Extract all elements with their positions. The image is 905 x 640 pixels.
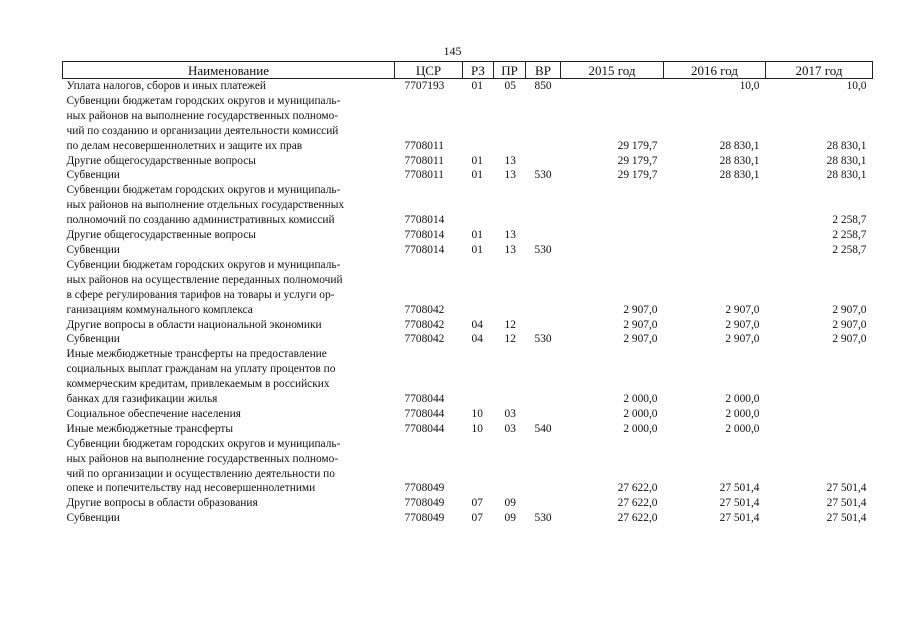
cell-2016 bbox=[664, 109, 766, 124]
cell-csr bbox=[395, 198, 463, 213]
cell-2017: 2 907,0 bbox=[832, 303, 867, 316]
cell-rz: 04 bbox=[471, 318, 483, 331]
cell-csr: 7707193 bbox=[404, 80, 445, 92]
cell-pr bbox=[494, 377, 526, 392]
cell-2016 bbox=[664, 243, 766, 258]
cell-2015: 2 000,0 bbox=[623, 407, 658, 420]
cell-2016 bbox=[664, 362, 766, 377]
cell-2017: 27 501,4 bbox=[826, 497, 867, 510]
cell-2016 bbox=[664, 213, 766, 228]
cell-2016 bbox=[664, 94, 766, 109]
cell-2015: 29 179,7 bbox=[617, 169, 658, 182]
cell-rz bbox=[463, 198, 494, 213]
table-row bbox=[63, 139, 873, 154]
cell-vr bbox=[526, 213, 561, 228]
cell-vr: 530 bbox=[534, 243, 552, 256]
cell-2015 bbox=[561, 258, 664, 273]
cell-pr: 13 bbox=[504, 229, 516, 242]
cell-pr: 09 bbox=[504, 512, 516, 525]
header-csr: ЦСР bbox=[395, 62, 463, 79]
cell-rz: 10 bbox=[471, 422, 483, 435]
cell-name: Субвенции бюджетам городских округов и муниципаль- bbox=[66, 184, 341, 197]
cell-vr bbox=[526, 452, 561, 467]
cell-rz bbox=[463, 437, 494, 452]
cell-csr bbox=[395, 362, 463, 377]
cell-2016 bbox=[664, 228, 766, 243]
header-pr: ПР bbox=[494, 62, 526, 79]
cell-vr bbox=[526, 318, 561, 333]
cell-pr bbox=[494, 213, 526, 228]
cell-name: Субвенции bbox=[66, 243, 120, 256]
cell-pr bbox=[494, 94, 526, 109]
cell-2015 bbox=[561, 273, 664, 288]
cell-vr: 850 bbox=[534, 80, 552, 92]
cell-2017 bbox=[766, 183, 873, 198]
cell-csr: 7708042 bbox=[404, 318, 445, 331]
cell-name: Другие вопросы в области образования bbox=[66, 497, 258, 510]
cell-2015: 2 907,0 bbox=[623, 333, 658, 346]
cell-rz bbox=[463, 347, 494, 362]
cell-vr bbox=[526, 288, 561, 303]
cell-vr bbox=[526, 273, 561, 288]
cell-name: чий по организации и осуществлению деятельности по bbox=[66, 467, 335, 480]
table-row bbox=[63, 124, 873, 139]
cell-vr bbox=[526, 109, 561, 124]
cell-vr bbox=[526, 496, 561, 511]
cell-2015 bbox=[561, 124, 664, 139]
cell-vr bbox=[526, 258, 561, 273]
cell-csr bbox=[395, 288, 463, 303]
cell-pr: 13 bbox=[504, 154, 516, 167]
cell-2016: 28 830,1 bbox=[719, 139, 760, 152]
header-name: Наименование bbox=[63, 62, 395, 79]
header-2015: 2015 год bbox=[561, 62, 664, 79]
cell-2017 bbox=[766, 437, 873, 452]
cell-vr: 530 bbox=[534, 169, 552, 182]
cell-2016: 27 501,4 bbox=[719, 512, 760, 525]
cell-2017 bbox=[766, 198, 873, 213]
cell-2016 bbox=[664, 467, 766, 482]
cell-rz: 01 bbox=[471, 154, 483, 167]
cell-name: чий по созданию и организации деятельности комиссий bbox=[66, 124, 339, 137]
cell-csr bbox=[395, 94, 463, 109]
cell-2016 bbox=[664, 273, 766, 288]
cell-vr bbox=[526, 154, 561, 169]
cell-pr: 03 bbox=[504, 422, 516, 435]
cell-2015: 2 907,0 bbox=[623, 318, 658, 331]
cell-rz bbox=[463, 481, 494, 496]
cell-csr: 7708014 bbox=[404, 243, 445, 256]
cell-pr bbox=[494, 273, 526, 288]
cell-rz bbox=[463, 288, 494, 303]
cell-2017 bbox=[766, 377, 873, 392]
cell-vr bbox=[526, 183, 561, 198]
cell-csr: 7708049 bbox=[404, 482, 445, 495]
cell-2015: 2 907,0 bbox=[623, 303, 658, 316]
cell-2017 bbox=[766, 94, 873, 109]
cell-name: в сфере регулирования тарифов на товары и услуги ор- bbox=[66, 288, 335, 301]
cell-2015 bbox=[561, 213, 664, 228]
cell-pr: 05 bbox=[504, 80, 516, 92]
table-row bbox=[63, 228, 873, 243]
cell-name: коммерческим кредитам, привлекаемым в российских bbox=[66, 378, 330, 391]
cell-rz bbox=[463, 258, 494, 273]
cell-2015 bbox=[561, 362, 664, 377]
page-number: 145 bbox=[443, 44, 462, 58]
table-row bbox=[63, 437, 873, 452]
cell-2017 bbox=[766, 392, 873, 407]
cell-2017 bbox=[766, 362, 873, 377]
cell-vr bbox=[526, 407, 561, 422]
cell-2016: 28 830,1 bbox=[719, 154, 760, 167]
cell-vr bbox=[526, 124, 561, 139]
cell-rz bbox=[463, 273, 494, 288]
cell-rz: 01 bbox=[471, 243, 483, 256]
cell-name: ных районов на выполнение государственных полномо- bbox=[66, 452, 339, 465]
cell-2015 bbox=[561, 288, 664, 303]
cell-csr: 7708011 bbox=[404, 169, 444, 182]
table-row bbox=[63, 452, 873, 467]
table-row bbox=[63, 288, 873, 303]
cell-pr: 13 bbox=[504, 243, 516, 256]
table-row bbox=[63, 407, 873, 422]
cell-2017 bbox=[766, 288, 873, 303]
cell-name: Субвенции bbox=[66, 333, 120, 346]
cell-2015: 27 622,0 bbox=[617, 497, 658, 510]
cell-name: полномочий по созданию административных комиссий bbox=[66, 214, 335, 227]
cell-2017 bbox=[766, 273, 873, 288]
table-row bbox=[63, 109, 873, 124]
cell-2015 bbox=[561, 437, 664, 452]
cell-csr: 7708011 bbox=[404, 154, 444, 167]
cell-pr bbox=[494, 392, 526, 407]
cell-pr bbox=[494, 139, 526, 154]
cell-rz bbox=[463, 362, 494, 377]
header-vr: ВР bbox=[526, 62, 561, 79]
cell-rz: 01 bbox=[471, 229, 483, 242]
cell-name: Субвенции бюджетам городских округов и муниципаль- bbox=[66, 258, 341, 271]
table-body bbox=[63, 79, 873, 527]
table-row bbox=[63, 347, 873, 362]
cell-vr bbox=[526, 303, 561, 318]
cell-2015 bbox=[561, 79, 664, 94]
cell-2015: 27 622,0 bbox=[617, 512, 658, 525]
cell-2016 bbox=[664, 347, 766, 362]
table-row bbox=[63, 154, 873, 169]
cell-2017 bbox=[766, 258, 873, 273]
cell-csr: 7708044 bbox=[404, 422, 445, 435]
cell-2017: 2 258,7 bbox=[832, 229, 867, 242]
cell-2016 bbox=[664, 437, 766, 452]
table-row bbox=[63, 332, 873, 347]
cell-csr: 7708044 bbox=[404, 393, 445, 406]
cell-name: ных районов на выполнение отдельных государственных bbox=[66, 199, 345, 212]
table-row bbox=[63, 94, 873, 109]
cell-csr: 7708049 bbox=[404, 497, 445, 510]
cell-pr bbox=[494, 198, 526, 213]
cell-2016: 2 000,0 bbox=[725, 393, 760, 406]
cell-rz: 01 bbox=[471, 80, 483, 92]
cell-2016 bbox=[664, 377, 766, 392]
cell-rz: 07 bbox=[471, 497, 483, 510]
cell-pr: 09 bbox=[504, 497, 516, 510]
cell-2016 bbox=[664, 124, 766, 139]
cell-rz bbox=[463, 94, 494, 109]
cell-rz bbox=[463, 377, 494, 392]
cell-vr bbox=[526, 198, 561, 213]
cell-2017 bbox=[766, 347, 873, 362]
cell-rz: 01 bbox=[471, 169, 483, 182]
cell-2017: 2 258,7 bbox=[832, 243, 867, 256]
cell-2015 bbox=[561, 109, 664, 124]
cell-pr bbox=[494, 481, 526, 496]
cell-name: банках для газификации жилья bbox=[66, 393, 218, 406]
cell-2016: 10,0 bbox=[739, 80, 760, 92]
cell-2016: 2 000,0 bbox=[725, 407, 760, 420]
cell-csr bbox=[395, 377, 463, 392]
table-row bbox=[63, 243, 873, 258]
table-row bbox=[63, 362, 873, 377]
table-row bbox=[63, 318, 873, 333]
cell-2015 bbox=[561, 347, 664, 362]
cell-rz bbox=[463, 139, 494, 154]
cell-pr bbox=[494, 437, 526, 452]
cell-2017: 28 830,1 bbox=[826, 154, 867, 167]
cell-pr: 12 bbox=[504, 318, 516, 331]
cell-2017: 2 907,0 bbox=[832, 318, 867, 331]
cell-rz bbox=[463, 109, 494, 124]
cell-name: Иные межбюджетные трансферты на предоставление bbox=[66, 348, 327, 361]
cell-rz bbox=[463, 183, 494, 198]
cell-name: Другие общегосударственные вопросы bbox=[66, 154, 256, 167]
cell-vr bbox=[526, 392, 561, 407]
cell-vr bbox=[526, 467, 561, 482]
cell-2015 bbox=[561, 467, 664, 482]
cell-name: по делам несовершеннолетних и защите их прав bbox=[66, 139, 303, 152]
cell-2017: 2 907,0 bbox=[832, 333, 867, 346]
cell-pr bbox=[494, 347, 526, 362]
cell-name: Социальное обеспечение населения bbox=[66, 407, 241, 420]
cell-vr bbox=[526, 94, 561, 109]
cell-vr: 540 bbox=[534, 422, 552, 435]
cell-2017: 27 501,4 bbox=[826, 512, 867, 525]
cell-2016: 28 830,1 bbox=[719, 169, 760, 182]
cell-csr: 7708044 bbox=[404, 407, 445, 420]
cell-csr: 7708042 bbox=[404, 303, 445, 316]
cell-pr bbox=[494, 124, 526, 139]
cell-pr bbox=[494, 183, 526, 198]
header-2016: 2016 год bbox=[664, 62, 766, 79]
cell-csr: 7708011 bbox=[404, 139, 444, 152]
table-row bbox=[63, 79, 873, 94]
cell-vr bbox=[526, 481, 561, 496]
cell-rz bbox=[463, 213, 494, 228]
header-rz: РЗ bbox=[463, 62, 494, 79]
cell-2015 bbox=[561, 198, 664, 213]
table-header-row bbox=[63, 62, 873, 79]
cell-csr bbox=[395, 437, 463, 452]
table-row bbox=[63, 422, 873, 437]
table-row bbox=[63, 213, 873, 228]
cell-2017 bbox=[766, 124, 873, 139]
table-row bbox=[63, 481, 873, 496]
cell-rz: 04 bbox=[471, 333, 483, 346]
cell-name: Субвенции бюджетам городских округов и муниципаль- bbox=[66, 94, 341, 107]
cell-csr bbox=[395, 467, 463, 482]
cell-pr: 12 bbox=[504, 333, 516, 346]
table-row bbox=[63, 467, 873, 482]
cell-name: Другие общегосударственные вопросы bbox=[66, 229, 256, 242]
cell-rz bbox=[463, 303, 494, 318]
cell-2015 bbox=[561, 228, 664, 243]
cell-2015: 29 179,7 bbox=[617, 154, 658, 167]
cell-name: опеке и попечительству над несовершеннолетними bbox=[66, 482, 316, 495]
cell-2016 bbox=[664, 183, 766, 198]
cell-vr bbox=[526, 228, 561, 243]
cell-csr: 7708049 bbox=[404, 512, 445, 525]
cell-rz bbox=[463, 467, 494, 482]
cell-2015: 27 622,0 bbox=[617, 482, 658, 495]
cell-csr bbox=[395, 347, 463, 362]
cell-2017: 27 501,4 bbox=[826, 482, 867, 495]
table-row bbox=[63, 392, 873, 407]
cell-2016 bbox=[664, 288, 766, 303]
cell-2016: 2 907,0 bbox=[725, 303, 760, 316]
cell-2015 bbox=[561, 243, 664, 258]
cell-2016: 2 907,0 bbox=[725, 333, 760, 346]
cell-2015 bbox=[561, 94, 664, 109]
table-row bbox=[63, 303, 873, 318]
cell-name: Уплата налогов, сборов и иных платежей bbox=[66, 80, 266, 92]
cell-name: Субвенции bbox=[66, 512, 120, 525]
cell-2017 bbox=[766, 407, 873, 422]
cell-name: Иные межбюджетные трансферты bbox=[66, 422, 234, 435]
cell-vr: 530 bbox=[534, 512, 552, 525]
cell-pr bbox=[494, 362, 526, 377]
cell-name: Субвенции bbox=[66, 169, 120, 182]
cell-name: социальных выплат гражданам на уплату процентов по bbox=[66, 363, 336, 376]
cell-2016 bbox=[664, 258, 766, 273]
cell-rz bbox=[463, 452, 494, 467]
table-row bbox=[63, 511, 873, 526]
cell-pr bbox=[494, 467, 526, 482]
cell-2016 bbox=[664, 452, 766, 467]
cell-pr bbox=[494, 258, 526, 273]
cell-pr bbox=[494, 452, 526, 467]
cell-2017 bbox=[766, 467, 873, 482]
cell-rz: 07 bbox=[471, 512, 483, 525]
cell-2016 bbox=[664, 198, 766, 213]
cell-2015: 2 000,0 bbox=[623, 393, 658, 406]
cell-pr bbox=[494, 288, 526, 303]
cell-2017: 28 830,1 bbox=[826, 169, 867, 182]
cell-2017: 2 258,7 bbox=[832, 214, 867, 227]
table-row bbox=[63, 273, 873, 288]
budget-table bbox=[62, 61, 873, 526]
table-row bbox=[63, 183, 873, 198]
cell-pr bbox=[494, 303, 526, 318]
cell-name: ных районов на выполнение государственных полномо- bbox=[66, 109, 339, 122]
cell-2015: 2 000,0 bbox=[623, 422, 658, 435]
cell-rz bbox=[463, 392, 494, 407]
cell-csr bbox=[395, 258, 463, 273]
cell-name: ганизациям коммунального комплекса bbox=[66, 303, 253, 316]
cell-csr: 7708014 bbox=[404, 229, 445, 242]
cell-2016: 27 501,4 bbox=[719, 482, 760, 495]
table-row bbox=[63, 377, 873, 392]
cell-csr bbox=[395, 183, 463, 198]
cell-csr bbox=[395, 452, 463, 467]
cell-2017: 10,0 bbox=[846, 80, 867, 92]
cell-csr bbox=[395, 273, 463, 288]
cell-name: ных районов на осуществление переданных полномочий bbox=[66, 273, 343, 286]
cell-2015 bbox=[561, 452, 664, 467]
cell-rz: 10 bbox=[471, 407, 483, 420]
cell-2015: 29 179,7 bbox=[617, 139, 658, 152]
cell-vr bbox=[526, 347, 561, 362]
cell-pr bbox=[494, 109, 526, 124]
cell-name: Субвенции бюджетам городских округов и муниципаль- bbox=[66, 437, 341, 450]
header-2017: 2017 год bbox=[766, 62, 873, 79]
cell-2016: 2 000,0 bbox=[725, 422, 760, 435]
cell-2016: 2 907,0 bbox=[725, 318, 760, 331]
cell-2017: 28 830,1 bbox=[826, 139, 867, 152]
cell-csr: 7708014 bbox=[404, 214, 445, 227]
cell-vr bbox=[526, 377, 561, 392]
table-row bbox=[63, 168, 873, 183]
cell-rz bbox=[463, 124, 494, 139]
cell-csr bbox=[395, 124, 463, 139]
cell-2015 bbox=[561, 377, 664, 392]
cell-2016: 27 501,4 bbox=[719, 497, 760, 510]
cell-vr: 530 bbox=[534, 333, 552, 346]
cell-vr bbox=[526, 362, 561, 377]
table-row bbox=[63, 496, 873, 511]
cell-csr bbox=[395, 109, 463, 124]
cell-name: Другие вопросы в области национальной экономики bbox=[66, 318, 322, 331]
cell-vr bbox=[526, 437, 561, 452]
cell-csr: 7708042 bbox=[404, 333, 445, 346]
cell-2015 bbox=[561, 183, 664, 198]
cell-vr bbox=[526, 139, 561, 154]
table-row bbox=[63, 198, 873, 213]
table-row bbox=[63, 258, 873, 273]
cell-2017 bbox=[766, 109, 873, 124]
cell-pr: 03 bbox=[504, 407, 516, 420]
cell-2017 bbox=[766, 422, 873, 437]
cell-2017 bbox=[766, 452, 873, 467]
cell-pr: 13 bbox=[504, 169, 516, 182]
